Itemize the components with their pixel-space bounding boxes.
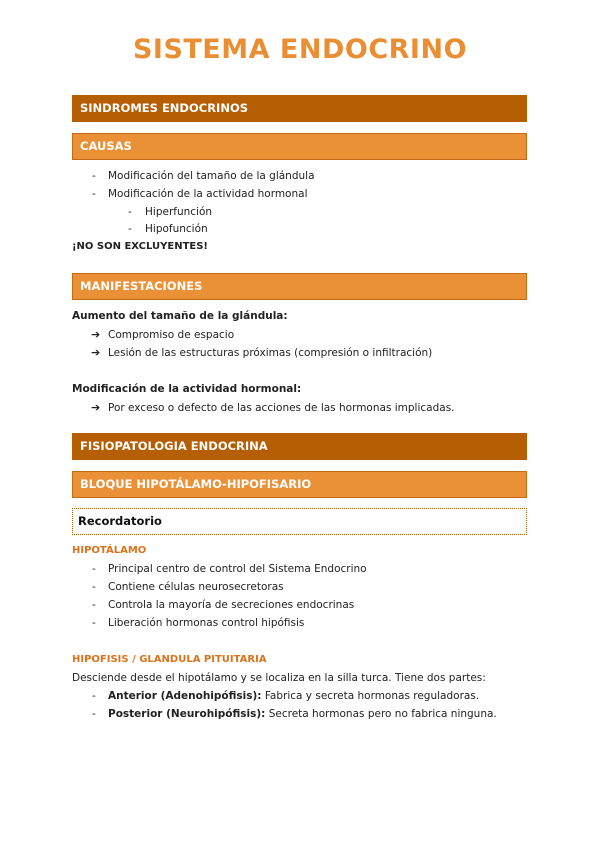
list-subitem: Hipofunción	[145, 223, 208, 235]
dash-bullet: -	[92, 599, 96, 611]
list-subitem: Hiperfunción	[145, 206, 213, 218]
modificacion-heading: Modificación de la actividad hormonal:	[72, 383, 302, 395]
arrow-icon: ➔	[91, 328, 101, 341]
dash-bullet: -	[92, 581, 96, 593]
section-sindromes-endocrinos: SINDROMES ENDOCRINOS	[72, 95, 527, 122]
dash-bullet: -	[92, 563, 96, 575]
list-item: Principal centro de control del Sistema Endocrino	[108, 563, 367, 575]
dash-bullet: -	[92, 188, 96, 200]
hipofisis-heading: HIPOFISIS / GLANDULA PITUITARIA	[72, 654, 267, 665]
posterior-text: Secreta hormonas pero no fabrica ninguna.	[265, 708, 497, 720]
anterior-label: Anterior (Adenohipófisis):	[108, 690, 262, 702]
list-item: Modificación del tamaño de la glándula	[108, 170, 315, 182]
anterior-text: Fabrica y secreta hormonas reguladoras.	[261, 690, 480, 702]
dash-bullet: -	[92, 690, 96, 702]
dash-bullet: -	[92, 170, 96, 182]
page-title: SISTEMA ENDOCRINO	[132, 34, 468, 65]
list-item-posterior	[108, 708, 497, 720]
dash-bullet: -	[92, 708, 96, 720]
dash-bullet: -	[128, 206, 132, 218]
hipotalamo-heading: HIPOTÁLAMO	[72, 545, 147, 556]
list-item: Por exceso o defecto de las acciones de las hormonas implicadas.	[108, 402, 455, 414]
arrow-icon: ➔	[91, 401, 101, 414]
section-fisiopatologia-endocrina: FISIOPATOLOGIA ENDOCRINA	[72, 433, 527, 460]
list-item: Controla la mayoría de secreciones endocrinas	[108, 599, 355, 611]
posterior-label: Posterior (Neurohipófisis):	[108, 708, 266, 720]
section-causas: CAUSAS	[72, 133, 527, 160]
section-bloque-hipotalamo-hipofisario: BLOQUE HIPOTÁLAMO-HIPOFISARIO	[72, 471, 527, 498]
no-excluyentes-note: ¡NO SON EXCLUYENTES!	[72, 241, 208, 252]
list-item: Compromiso de espacio	[108, 329, 235, 341]
arrow-icon: ➔	[91, 346, 101, 359]
list-item: Liberación hormonas control hipófisis	[108, 617, 305, 629]
section-manifestaciones: MANIFESTACIONES	[72, 273, 527, 300]
list-item: Modificación de la actividad hormonal	[108, 188, 308, 200]
dash-bullet: -	[92, 617, 96, 629]
list-item: Lesión de las estructuras próximas (compresión o infiltración)	[108, 347, 433, 359]
aumento-heading: Aumento del tamaño de la glándula:	[72, 310, 288, 322]
list-item: Contiene células neurosecretoras	[108, 581, 284, 593]
list-item-anterior	[108, 690, 479, 702]
recordatorio-box: Recordatorio	[72, 508, 527, 535]
hipofisis-intro: Desciende desde el hipotálamo y se localiza en la silla turca. Tiene dos partes:	[72, 672, 486, 684]
dash-bullet: -	[128, 223, 132, 235]
